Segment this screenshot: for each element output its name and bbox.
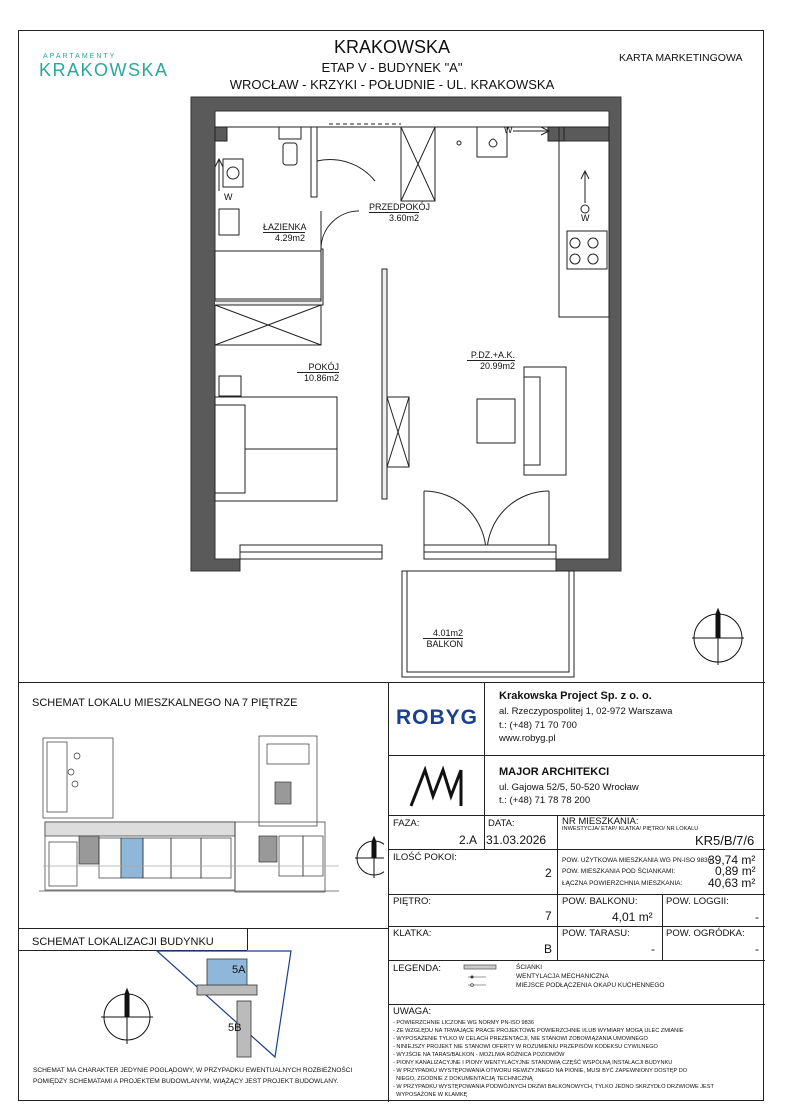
legend-item-hood: MIEJSCE PODŁĄCZENIA OKAPU KUCHENNEGO <box>516 982 665 989</box>
pokoje-value: 2 <box>545 866 552 880</box>
note-line: NIEGO, ZGODNIE Z DOKUMENTACJĄ TECHNICZNĄ <box>393 1076 533 1082</box>
scheme-divider <box>19 928 388 929</box>
ogrodek-value: - <box>755 942 759 956</box>
room-area: 4.01m2 <box>432 628 463 638</box>
note-line: - W PRZYPADKU WYSTĘPOWANIA PODWÓJNYCH DRZWI BALKONOWYCH, TYLKO JEDNO SKRZYDŁO DRZWIOWE JEST <box>393 1084 714 1090</box>
nr-mieszkania-value: KR5/B/7/6 <box>695 833 755 848</box>
balkon-value: 4,01 m² <box>612 910 653 924</box>
robyg-logo: ROBYG <box>396 706 479 729</box>
nr-mieszkania-label: NR MIESZKANIA: <box>562 816 639 827</box>
legend-title: LEGENDA: <box>393 963 442 974</box>
room-label-lazienka <box>263 222 305 243</box>
architect-name: MAJOR ARCHITEKCI <box>499 766 610 778</box>
note-line: - PIONY KANALIZACYJNE I PIONY WENTYLACYJNE STANOWIĄ CZĘŚĆ WSPÓLNĄ INSTALACJI BUDYNKU <box>393 1060 673 1066</box>
faza-value: 2.A <box>459 833 478 847</box>
ogrodek-label: POW. OGRÓDKA: <box>666 928 745 939</box>
info-row-line-5 <box>388 960 765 961</box>
note-line: - WYPOSAŻENIE TYLKO W CELACH PREZENTACJI, NIE STANOWI ZOBOWIĄZANIA UMOWNEGO <box>393 1036 648 1042</box>
note-line: - ZE WZGLĘDU NA TRWAJĄCE PRACE PROJEKTOWE POWIERZCHNIE I/LUB WYMIARY MOGĄ ULEC ZMIANIE <box>393 1028 684 1034</box>
developer-architect-divider <box>388 755 765 756</box>
scheme-disclaimer-1: SCHEMAT MA CHARAKTER JEDYNIE POGLĄDOWY, W PRZYPADKU EWENTUALNYCH ROZBIEŻNOŚCI <box>33 1067 353 1074</box>
balkon-label: POW. BALKONU: <box>562 896 638 907</box>
pietro-value: 7 <box>545 909 552 923</box>
note-line: - NINIEJSZY PROJEKT NIE STANOWI OFERTY W ROZUMIENIU PRZEPISÓW KODEKSU CYWILNEGO <box>393 1044 658 1050</box>
info-row-line-2 <box>388 849 765 850</box>
info-col-line-1 <box>484 815 485 849</box>
room-label-balkon <box>423 628 463 649</box>
location-scheme <box>59 949 319 1069</box>
info-row-line-4 <box>388 926 765 927</box>
notes-title: UWAGA: <box>393 1006 432 1017</box>
ventilation-mark-2: W <box>504 125 513 135</box>
area-total-value: 40,63 m² <box>708 876 756 890</box>
scheme-disclaimer-2: POMIĘDZY SCHEMATAMI A PROJEKTEM BUDOWLANYM, WIĄŻĄCY JEST PROJEKT BUDOWLANY. <box>33 1078 339 1085</box>
notes-list <box>393 1019 761 1099</box>
klatka-label: KLATKA: <box>393 928 432 939</box>
ventilation-mark-1: W <box>224 192 233 202</box>
developer-website: www.robyg.pl <box>499 733 556 744</box>
project-title: KRAKOWSKA <box>333 37 451 57</box>
major-architekci-logo <box>409 766 465 808</box>
area-usable-label: POW. UŻYTKOWA MIESZKANIA WG PN-ISO 9836: <box>562 857 714 864</box>
ventilation-mark-3: W <box>581 213 590 223</box>
nr-mieszkania-sub: INWESTYCJA/ ETAP/ KLATKA/ PIĘTRO/ NR LOKALU <box>562 826 699 832</box>
floor-scheme <box>39 726 384 901</box>
marketing-card <box>18 30 764 1101</box>
loggia-label: POW. LOGGII: <box>666 896 729 907</box>
logo-small-text: APARTAMENTY <box>43 53 117 60</box>
architect-address: ul. Gajowa 52/5, 50-520 Wrocław <box>499 782 639 793</box>
note-line: - W PRZYPADKU WYSTĘPOWANIA OTWORU REWIZYJNEGO NA PIONIE, MUSI BYĆ ZAPEWNIONY DOSTĘP DO <box>393 1068 688 1074</box>
card-type: KARTA MARKETINGOWA <box>619 52 743 64</box>
room-name: P.DZ.+A.K. <box>470 350 515 360</box>
room-name: ŁAZIENKA <box>263 222 307 232</box>
location-scheme-title: SCHEMAT LOKALIZACJI BUDYNKU <box>32 936 214 948</box>
room-label-pokoj <box>297 362 339 383</box>
floor-plan <box>19 31 765 681</box>
logo-text: KRAKOWSKA <box>39 60 169 80</box>
room-name: POKÓJ <box>308 362 339 372</box>
section-divider-vertical <box>388 682 389 1102</box>
room-name: BALKON <box>423 638 463 649</box>
pietro-label: PIĘTRO: <box>393 896 432 907</box>
building-5b-label: 5B <box>228 1022 242 1034</box>
architect-phone: t.: (+48) 71 78 78 200 <box>499 795 591 806</box>
note-line: WYPOSAŻONE W KLAMKĘ <box>393 1092 468 1098</box>
room-area: 10.86m2 <box>297 372 339 383</box>
location-title-edge <box>247 928 248 950</box>
room-area: 20.99m2 <box>467 360 515 371</box>
project-subtitle: ETAP V - BUDYNEK "A" <box>321 60 463 75</box>
taras-value: - <box>651 942 655 956</box>
info-row-line-3 <box>388 894 765 895</box>
floor-scheme-title: SCHEMAT LOKALU MIESZKALNEGO NA 7 PIĘTRZE <box>32 697 298 709</box>
note-line: - WYJŚCIE NA TARAS/BALKON - MOŻLIWA RÓŻNICA POZIOMÓW <box>393 1052 565 1058</box>
area-under-walls-value: 0,89 m² <box>715 864 756 878</box>
developer-name: Krakowska Project Sp. z o. o. <box>499 690 652 702</box>
info-row-line-6 <box>388 1004 765 1005</box>
area-usable-value: 39,74 m² <box>708 853 756 867</box>
pokoje-label: ILOŚĆ POKOI: <box>393 852 457 863</box>
developer-address: al. Rzeczypospolitej 1, 02-972 Warszawa <box>499 706 673 717</box>
data-value: 31.03.2026 <box>486 833 547 847</box>
room-area: 4.29m2 <box>263 232 305 243</box>
data-label: DATA: <box>488 818 515 829</box>
building-5a-label: 5A <box>232 964 246 976</box>
taras-label: POW. TARASU: <box>562 928 630 939</box>
room-label-przedpokoj <box>369 202 431 223</box>
faza-label: FAZA: <box>393 818 420 829</box>
info-col-line-3 <box>662 894 663 960</box>
project-location: WROCŁAW - KRZYKI - POŁUDNIE - UL. KRAKOWSKA <box>229 77 555 92</box>
developer-phone: t.: (+48) 71 70 700 <box>499 720 577 731</box>
room-name: PRZEDPOKÓJ <box>369 202 431 212</box>
room-area: 3.60m2 <box>369 212 419 223</box>
note-line: - POWIERZCHNIE LICZONE WG NORMY PN-ISO 9836 <box>393 1020 535 1026</box>
legend-item-ventilation: WENTYLACJA MECHANICZNA <box>516 973 609 980</box>
legend-symbols <box>460 963 500 991</box>
info-col-line-2 <box>557 815 558 960</box>
area-under-walls-label: POW. MIESZKANIA POD ŚCIANKAMI: <box>562 868 676 875</box>
section-divider <box>19 682 765 683</box>
klatka-value: B <box>544 942 553 956</box>
room-label-kitchen-living <box>467 350 515 371</box>
area-total-label: ŁĄCZNA POWIERZCHNIA MIESZKANIA: <box>562 880 683 887</box>
legend-item-walls: ŚCIANKI <box>516 964 543 971</box>
loggia-value: - <box>755 910 759 924</box>
